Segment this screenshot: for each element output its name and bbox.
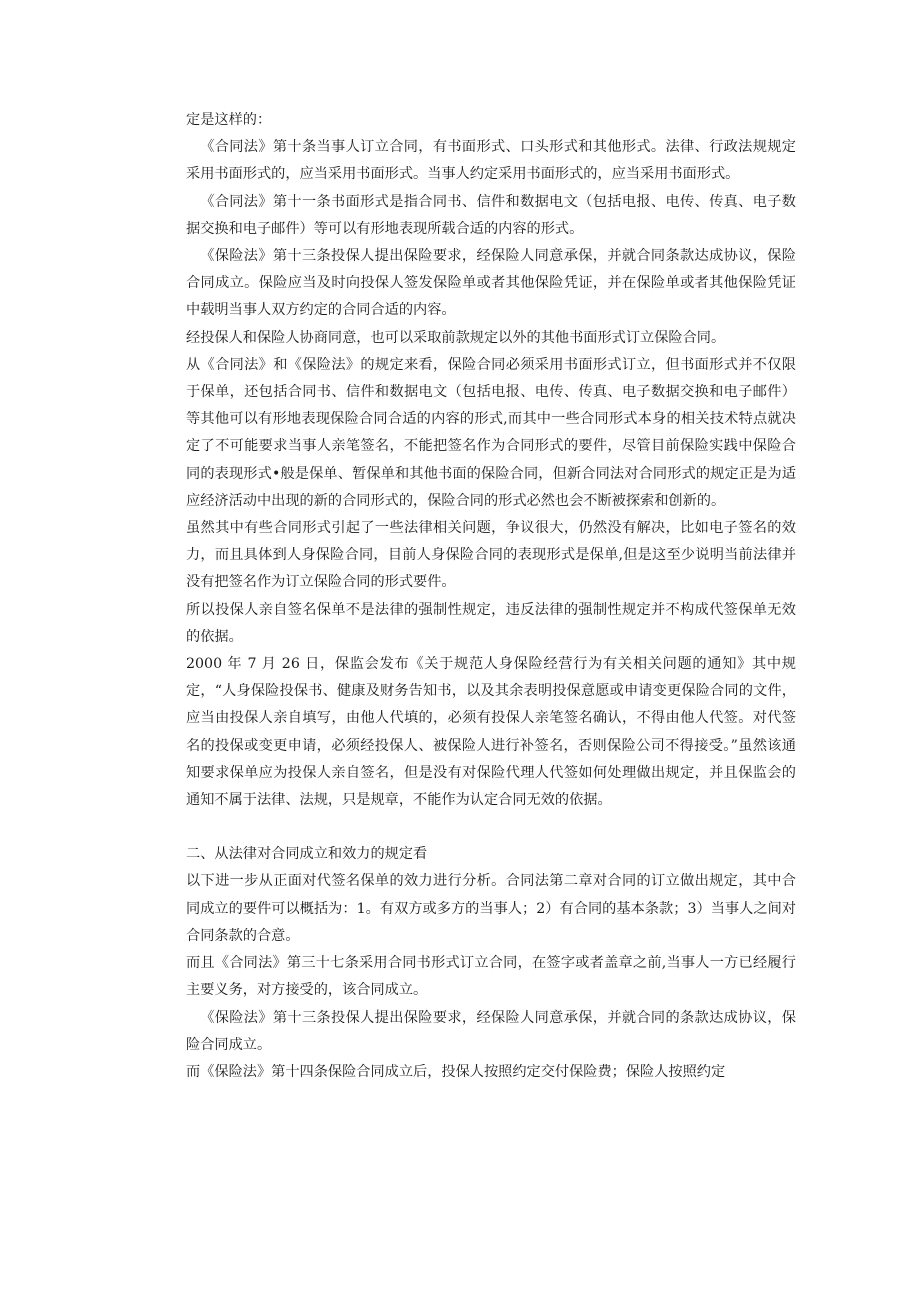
paragraph: 所以投保人亲自签名保单不是法律的强制性规定，违反法律的强制性规定并不构成代签保单无效的依据。 — [186, 601, 796, 645]
section-body — [186, 868, 796, 1086]
paragraph: 从《合同法》和《保险法》的规定来看，保险合同必须采用书面形式订立，但书面形式并不仅限于保单，还包括合同书、信件和数据电文（包括电报、电传、传真、电子数据交换和电子邮件）等其他可以有形地表现保险合同合适的内容的形式,而其中一些合同形式本身的相关技术特点就决定了不可能要求当事人亲笔签名，不能把签名作为合同形式的要件，尽管目前保险实践中保险合同的表现形式•般是保单、暂保单和其他书面的保险合同，但新合同法对合同形式的规定正是为适应经济活动中出现的新的合同形式的，保险合同的形式必然也会不断被探索和创新的。 — [186, 356, 796, 509]
paragraph: 《合同法》第十一条书面形式是指合同书、信件和数据电文（包括电报、电传、传真、电子数据交换和电子邮件）等可以有形地表现所载合适的内容的形式。 — [186, 193, 796, 237]
paragraph: 《合同法》第十条当事人订立合同，有书面形式、口头形式和其他形式。法律、行政法规规定采用书面形式的，应当采用书面形式。当事人约定采用书面形式的，应当采用书面形式。 — [186, 139, 796, 183]
paragraph: 定是这样的： — [186, 112, 272, 128]
paragraph: 《保险法》第十三条投保人提出保险要求，经保险人同意承保，并就合同条款达成协议，保险合同成立。保险应当及时向投保人签发保险单或者其他保险凭证，并在保险单或者其他保险凭证中载明当事人双方约定的合同合适的内容。 — [186, 248, 796, 319]
paragraph: 以下进一步从正面对代签名保单的效力进行分析。合同法第二章对合同的订立做出规定，其中合同成立的要件可以概括为：1。有双方或多方的当事人；2）有合同的基本条款；3）当事人之间对合同条款的合意。 — [186, 873, 796, 944]
document-page — [186, 107, 796, 1086]
paragraph: 《保险法》第十三条投保人提出保险要求，经保险人同意承保，并就合同的条款达成协议，保险合同成立。 — [186, 1009, 796, 1053]
paragraph: 2000 年 7 月 26 日，保监会发布《关于规范人身保险经营行为有关相关问题的通知》其中规定，“人身保险投保书、健康及财务告知书，以及其余表明投保意愿或申请变更保险合同的文件，应当由投保人亲自填写，由他人代填的，必须有投保人亲笔签名确认，不得由他人代签。对代签名的投保或变更申请，必须经投保人、被保险人进行补签名，否则保险公司不得接受。”虽然该通知要求保单应为投保人亲自签名，但是没有对保险代理人代签如何处理做出规定，并且保监会的通知不属于法律、法规，只是规章，不能作为认定合同无效的依据。 — [186, 656, 796, 809]
document-body — [186, 107, 796, 814]
paragraph: 而《保险法》第十四条保险合同成立后，投保人按照约定交付保险费；保险人按照约定 — [186, 1063, 726, 1080]
paragraph: 经投保人和保险人协商同意，也可以采取前款规定以外的其他书面形式订立保险合同。 — [186, 329, 726, 346]
section-heading: 二、从法律对合同成立和效力的规定看 — [186, 846, 428, 863]
paragraph-gap — [186, 814, 796, 841]
paragraph: 而且《合同法》第三十七条采用合同书形式订立合同，在签字或者盖章之前,当事人一方已经履行主要义务，对方接受的，该合同成立。 — [186, 955, 796, 999]
paragraph: 虽然其中有些合同形式引起了一些法律相关问题，争议很大，仍然没有解决，比如电子签名的效力，而且具体到人身保险合同，目前人身保险合同的表现形式是保单,但是这至少说明当前法律并没有把签名作为订立保险合同的形式要件。 — [186, 520, 796, 591]
